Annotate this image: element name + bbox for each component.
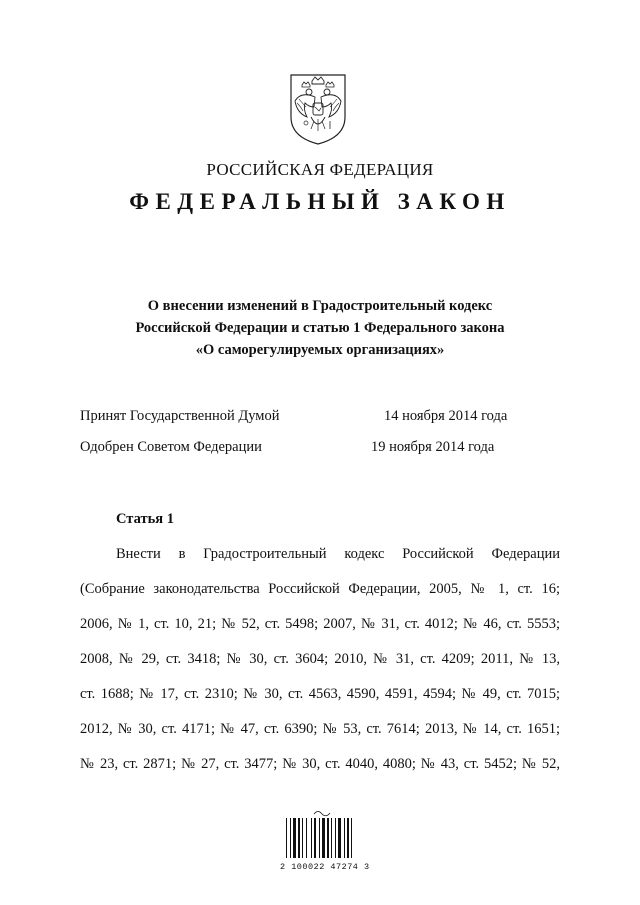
barcode-icon [284, 808, 364, 860]
law-title-line: О внесении изменений в Градостроительный кодекс [147, 298, 493, 314]
article-title: Статья 1 [116, 511, 174, 527]
article-paragraph [80, 537, 560, 782]
duma-adoption-date: 14 ноября 2014 года [384, 408, 508, 424]
law-title-line: «О саморегулируемых организациях» [195, 342, 445, 358]
country-heading: РОССИЙСКАЯ ФЕДЕРАЦИЯ [206, 160, 434, 179]
paragraph-line: 2012, № 30, ст. 4171; № 47, ст. 6390; № 53, ст. 7614; 2013, № 14, ст. 1651; [80, 721, 560, 737]
duma-adoption-label: Принят Государственной Думой [80, 408, 280, 424]
coat-of-arms-icon [287, 71, 349, 147]
paragraph-line: Внести в Градостроительный кодекс Российской Федерации [116, 546, 560, 562]
paragraph-line: № 23, ст. 2871; № 27, ст. 3477; № 30, ст. 4040, 4080; № 43, ст. 5452; № 52, [80, 756, 560, 772]
law-title-line: Российской Федерации и статью 1 Федерального закона [135, 320, 505, 336]
law-title [80, 295, 560, 361]
council-approval-date: 19 ноября 2014 года [371, 439, 495, 455]
document-type-heading: ФЕДЕРАЛЬНЫЙ ЗАКОН [129, 189, 511, 214]
paragraph-line: ст. 1688; № 17, ст. 2310; № 30, ст. 4563, 4590, 4591, 4594; № 49, ст. 7015; [80, 686, 560, 702]
council-approval-label: Одобрен Советом Федерации [80, 439, 262, 455]
barcode-number: 2 100022 47274 3 [280, 862, 370, 872]
paragraph-line: (Собрание законодательства Российской Федерации, 2005, № 1, ст. 16; [80, 581, 560, 597]
paragraph-line: 2008, № 29, ст. 3418; № 30, ст. 3604; 2010, № 31, ст. 4209; 2011, № 13, [80, 651, 560, 667]
paragraph-line: 2006, № 1, ст. 10, 21; № 52, ст. 5498; 2007, № 31, ст. 4012; № 46, ст. 5553; [80, 616, 560, 632]
